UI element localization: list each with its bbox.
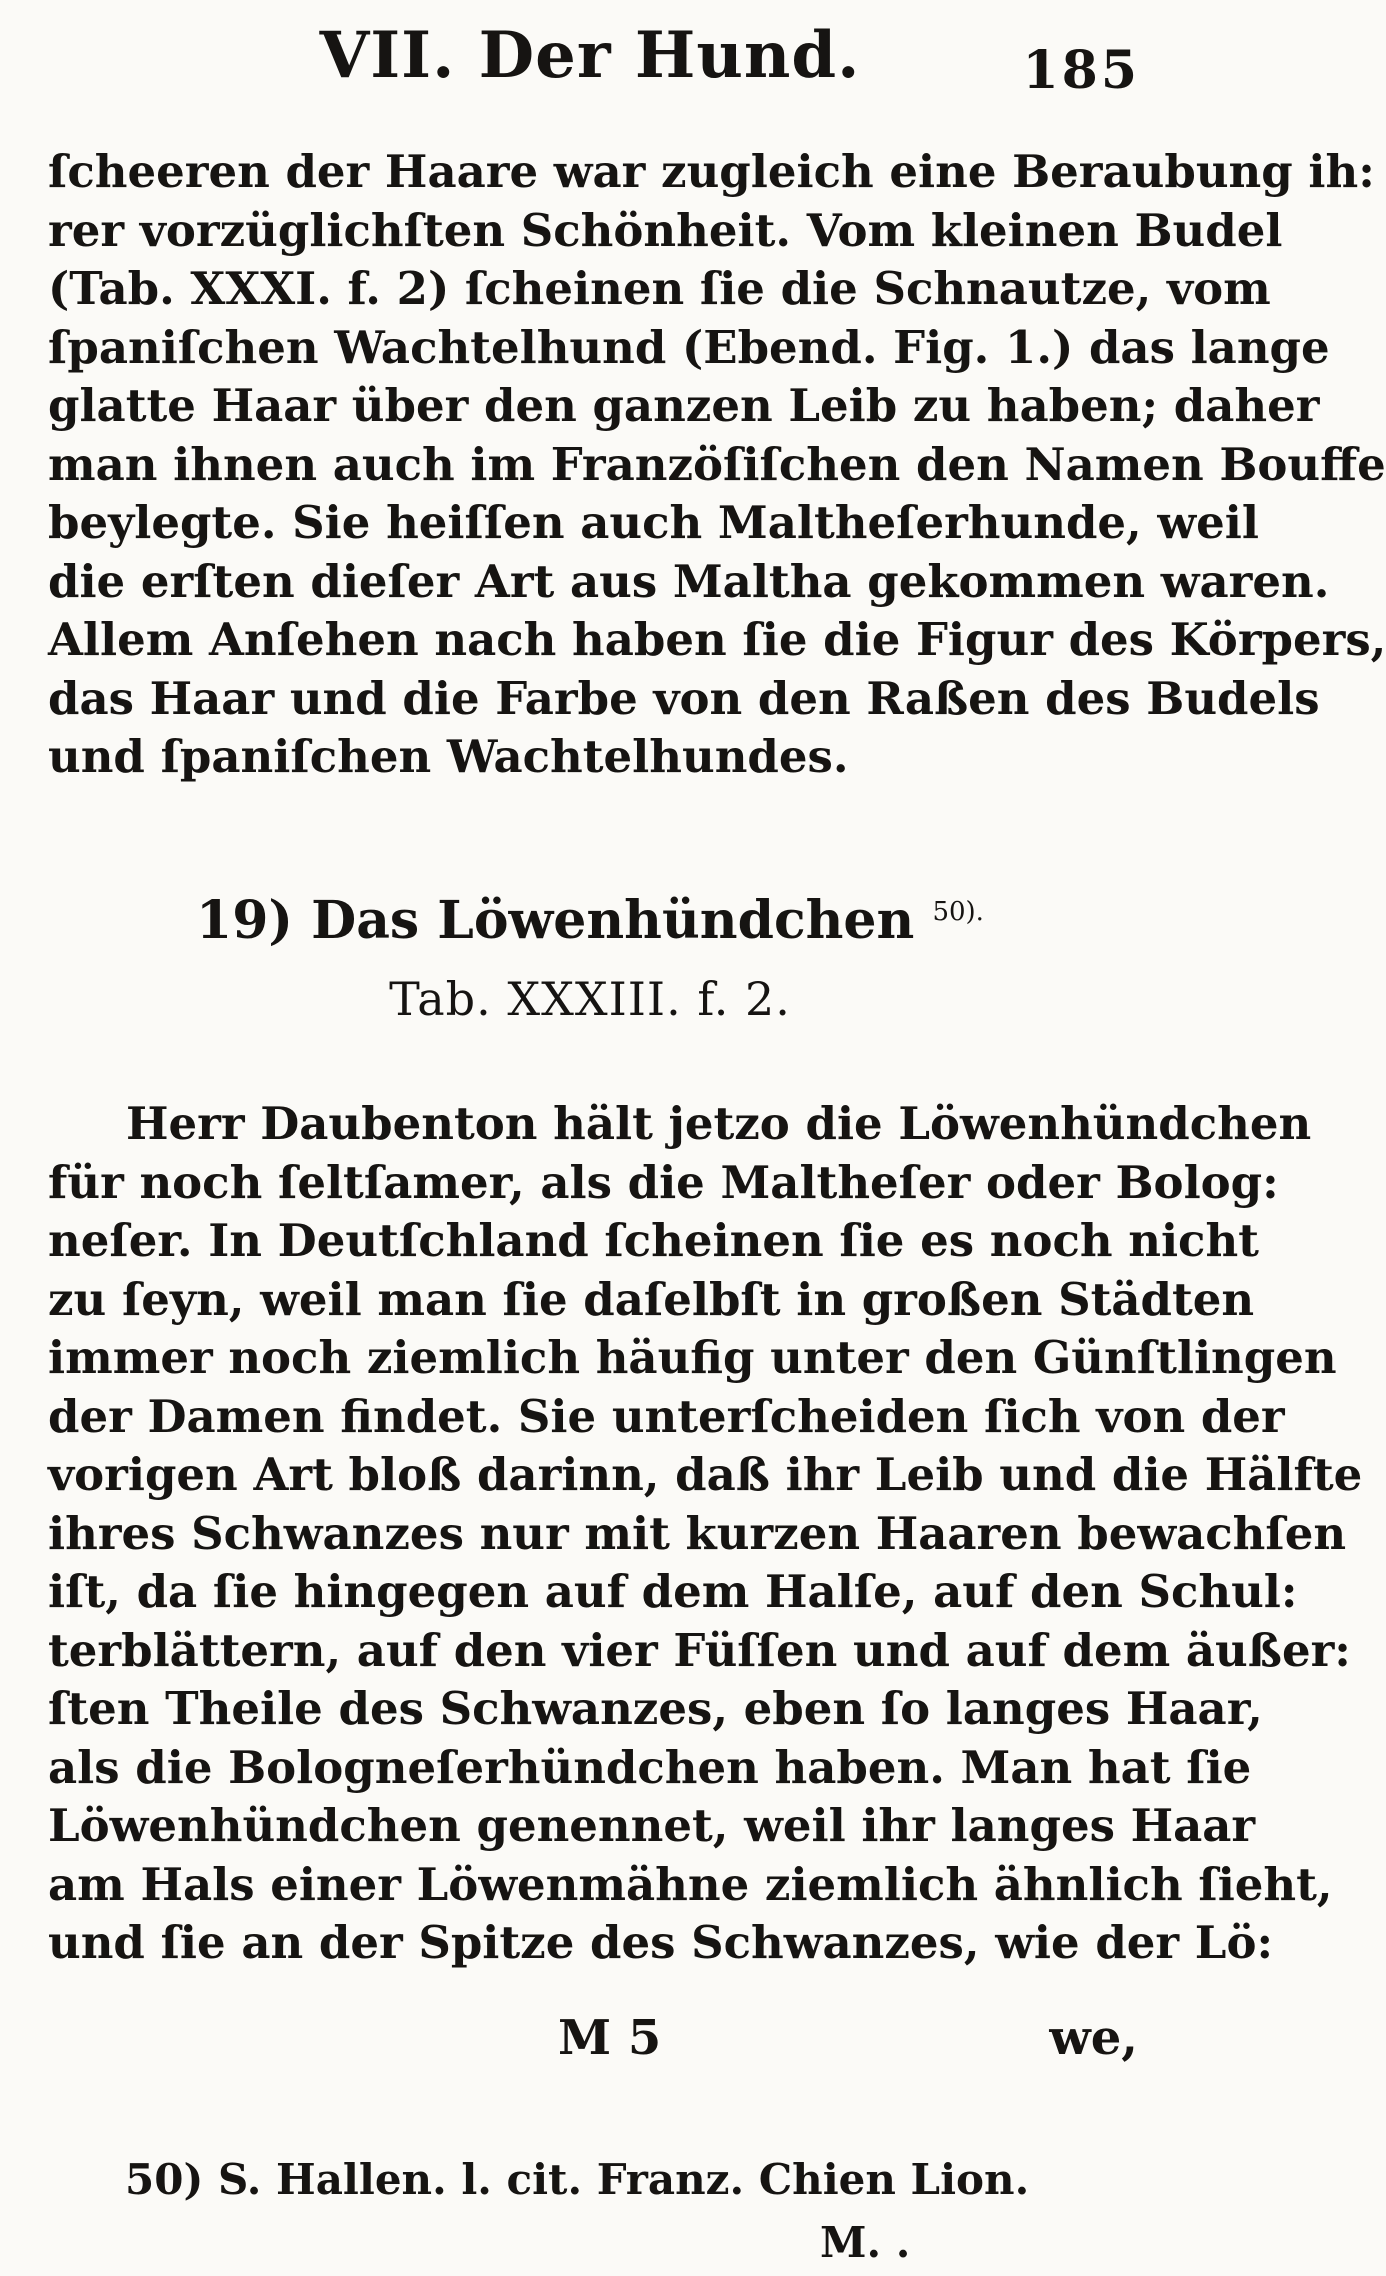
text-line: (Tab. XXXI. f. 2) ſcheinen ſie die Schnautze, vom (48, 262, 1271, 315)
text-line: die erſten dieſer Art aus Maltha gekommen waren. (48, 554, 1330, 608)
text-line: glatte Haar über den ganzen Leib zu haben; daher (48, 379, 1320, 432)
footnote: 50) S. Hallen. l. cit. Franz. Chien Lion. (125, 2155, 1030, 2204)
text-line: und ſpaniſchen Wachtelhundes. (48, 730, 849, 783)
text-line: zu ſeyn, weil man ſie daſelbſt in großen Städten (48, 1272, 1255, 1326)
signature-line (48, 2010, 1138, 2070)
catchword: we, (1049, 2010, 1138, 2066)
text-line: Allem Anſehen nach haben ſie die Figur des Körpers, (48, 613, 1386, 666)
text-line: Löwenhündchen genennet, weil ihr langes Haar (48, 1799, 1256, 1852)
intro-paragraph (48, 143, 1386, 787)
catchword-bottom: M. . (820, 2218, 911, 2267)
text-line: ſten Theile des Schwanzes, eben ſo langes Haar, (48, 1682, 1263, 1735)
text-line: vorigen Art bloß darinn, daß ihr Leib und die Hälfte (48, 1448, 1363, 1501)
text-line: iſt, da ſie hingegen auf dem Halſe, auf den Schul: (48, 1565, 1298, 1618)
text-line: ſpaniſchen Wachtelhund (Ebend. Fig. 1.) das lange (48, 320, 1330, 374)
running-header (40, 18, 1140, 108)
text-line: ihres Schwanzes nur mit kurzen Haaren bewachſen (48, 1506, 1347, 1560)
text-line: der Damen findet. Sie unterſcheiden ſich von der (48, 1389, 1285, 1443)
signature-mark: M 5 (558, 2010, 662, 2066)
text-line: als die Bologneſerhündchen haben. Man hat ſie (48, 1740, 1252, 1794)
plate-reference: Tab. XXXIII. f. 2. (389, 972, 791, 1026)
section-title: 19) Das Löwenhündchen (196, 890, 915, 951)
text-line: ſcheeren der Haare war zugleich eine Beraubung ih: (48, 145, 1375, 198)
text-line: man ihnen auch im Franzöſiſchen den Namen Bouffe (48, 437, 1386, 491)
text-line: immer noch ziemlich häufig unter den Günſtlingen (48, 1331, 1337, 1384)
page-number: 185 (1022, 40, 1140, 101)
text-line: Herr Daubenton hält jetzo die Löwenhündchen (126, 1097, 1312, 1150)
text-line: rer vorzüglichſten Schönheit. Vom kleinen Budel (48, 203, 1283, 257)
section-heading (0, 890, 1180, 951)
text-line: und ſie an der Spitze des Schwanzes, wie der Lö: (48, 1916, 1274, 1969)
text-line: das Haar und die Farbe von den Raßen des Budels (48, 671, 1320, 725)
main-paragraph (48, 1095, 1363, 1973)
text-line: beylegte. Sie heiſſen auch Maltheſerhunde, weil (48, 496, 1259, 549)
text-line: am Hals einer Löwenmähne ziemlich ähnlich ſieht, (48, 1857, 1333, 1911)
text-line: für noch ſeltſamer, als die Maltheſer oder Bolog: (48, 1155, 1279, 1209)
footnote-reference: 50). (932, 897, 984, 927)
text-line: terblättern, auf den vier Füſſen und auf dem äußer: (48, 1623, 1351, 1677)
running-title: VII. Der Hund. (319, 18, 861, 93)
text-line: neſer. In Deutſchland ſcheinen ſie es noch nicht (48, 1214, 1259, 1267)
